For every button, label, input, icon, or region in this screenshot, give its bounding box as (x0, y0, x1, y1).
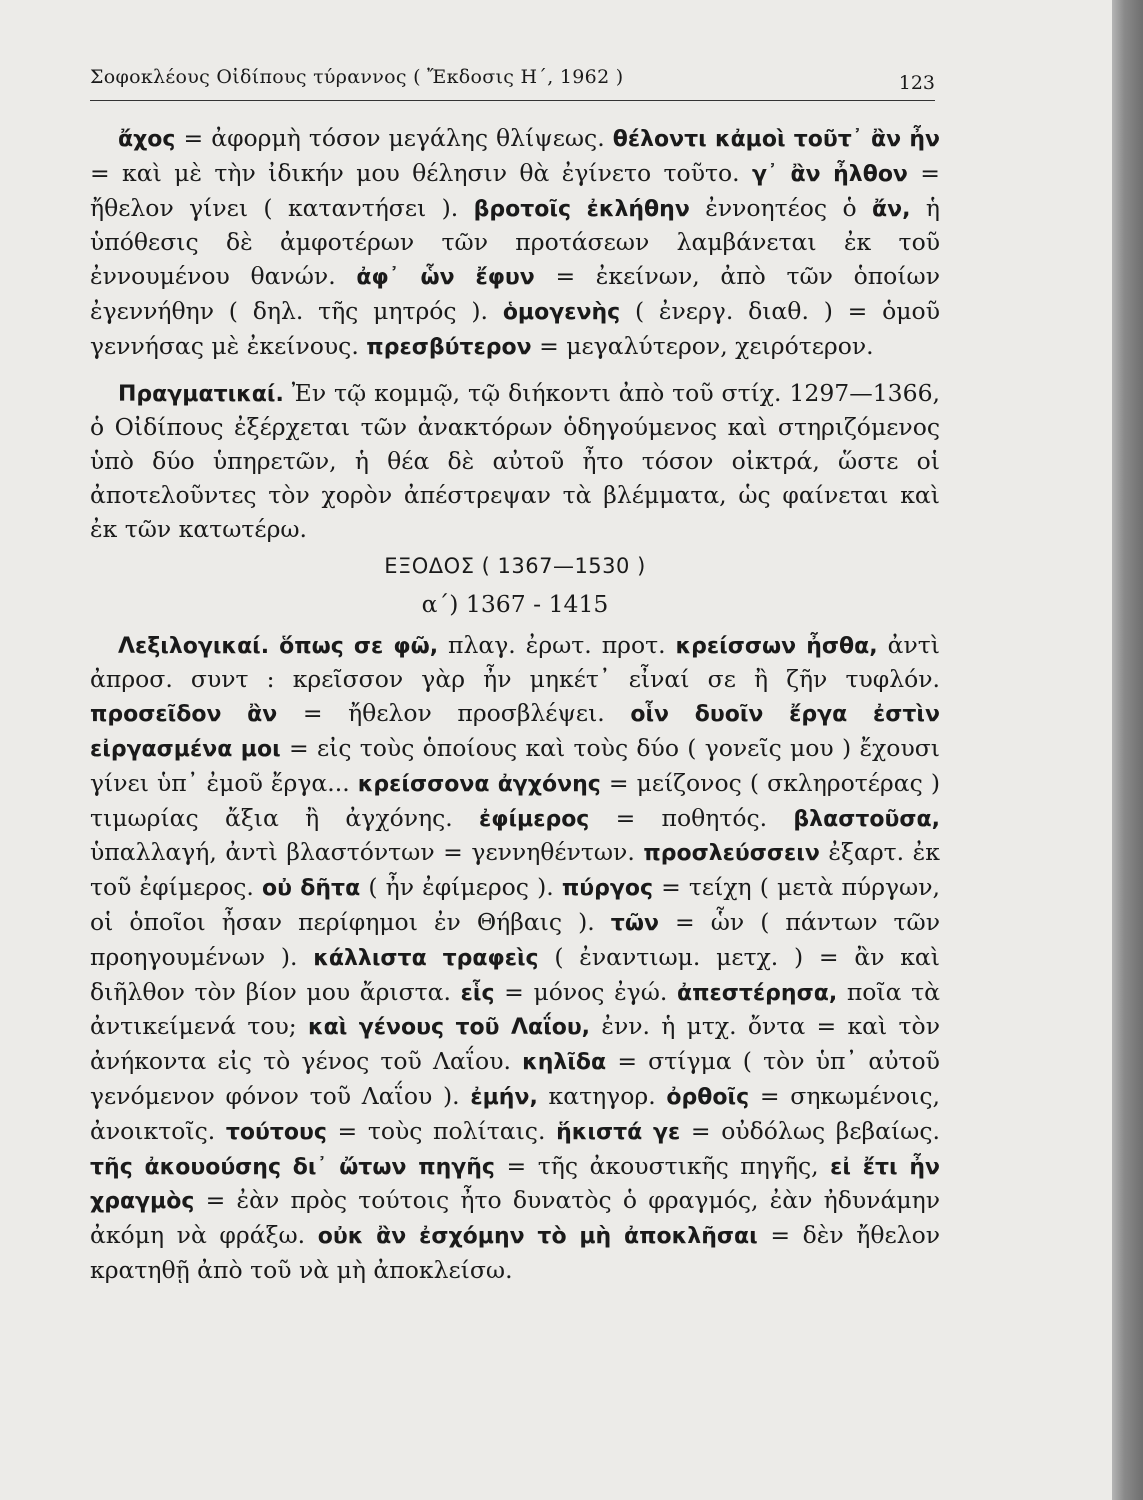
page-body (90, 122, 940, 1288)
gloss: = σηκωμένοις, ἀνοικτοῖς. (90, 1081, 940, 1145)
gloss: ὑπαλλαγή, ἀντὶ βλαστόντων = γεννηθέντων. (90, 838, 635, 867)
page-edge-shadow (1112, 0, 1143, 1500)
lemma: κηλῖδα (522, 1050, 607, 1076)
lemma: ἄν, (872, 196, 911, 222)
paragraph-text: Ἐν τῷ κομμῷ, τῷ διήκοντι ἀπὸ τοῦ στίχ. 1297—1366, ὁ Οἰδίπους ἐξέρχεται τῶν ἀνακτόρων ὁδηγούμενος καὶ στηριζόμενος ὑπὸ δύο ὑπηρετῶν, ἡ θέα δὲ αὐτοῦ ἦτο τόσον οἰκτρά, ὥστε οἱ ἀποτελοῦντες τὸν χορὸν ἀπέστρεψαν τὰ βλέμματα, ὡς φαίνεται καὶ ἐκ τῶν κατωτέρω. (90, 378, 940, 543)
gloss: = ἤθελον προσβλέψει. (302, 699, 605, 728)
gloss: = στίγμα ( τὸν ὑπ᾽ αὐτοῦ γενόμενον φόνον τοῦ Λαΐου ). (90, 1047, 940, 1110)
gloss: = μεγαλύτερον, χειρότερον. (539, 331, 874, 360)
gloss: ποῖα τὰ ἀντικείμενά του; (90, 977, 940, 1041)
commentary-paragraph-2 (90, 377, 940, 547)
gloss: = ἀφορμὴ τόσον μεγάλης θλίψεως. (183, 124, 605, 152)
gloss: κατηγορ. (548, 1081, 656, 1110)
section-label: Λεξιλογικαί. (118, 633, 270, 659)
gloss: = τῆς ἀκουστικῆς πηγῆς, (506, 1151, 819, 1180)
lemma: οὐ δῆτα (262, 876, 361, 902)
section-title: ΕΞΟΔΟΣ ( 1367—1530 ) (384, 553, 646, 578)
lemma: ἀπεστέρησα, (677, 980, 838, 1006)
gloss: = μείζονος ( σκληροτέρας ) τιμωρίας ἄξια ἢ ἀγχόνης. (90, 768, 940, 832)
gloss: = δὲν ἤθελον κρατηθῇ ἀπὸ τοῦ νὰ μὴ ἀποκλείσω. (90, 1221, 941, 1284)
lemma: τούτους (225, 1119, 327, 1145)
page-number: 123 (898, 72, 935, 94)
gloss: = καὶ μὲ τὴν ἰδικήν μου θέλησιν θὰ ἐγίνετο τοῦτο. (90, 158, 740, 187)
gloss: ( ἐνεργ. διαθ. ) = ὁμοῦ γεννήσας μὲ ἐκείνους. (90, 296, 940, 360)
gloss: = ὧν ( πάντων τῶν προηγουμένων ). (90, 907, 940, 971)
lemma: ἐφίμερος (478, 806, 590, 832)
gloss: ἐννοητέος ὁ (705, 193, 857, 222)
gloss: = ἤθελον γίνει ( καταντήσει ). (90, 158, 940, 222)
lemma: προσεῖδον ἂν (90, 702, 278, 728)
lemma: προσλεύσσειν (643, 841, 820, 867)
lemma: βροτοῖς ἐκλήθην (473, 196, 690, 222)
header-title: Σοφοκλέους Οἰδίπους τύραννος ( Ἔκδοσις Η΄, 1962 ) (90, 66, 624, 88)
gloss: = τοὺς πολίταις. (337, 1116, 546, 1145)
lemma: πύργος (561, 876, 653, 902)
lemma: εἰ ἔτι ἦν χραγμὸς (90, 1154, 940, 1215)
lemma: ἐμήν, (470, 1084, 538, 1110)
lemma: καὶ γένους τοῦ Λαΐου, (308, 1015, 591, 1041)
lemma: ὀρθοῖς (666, 1084, 750, 1110)
lemma: εἷς (460, 980, 495, 1006)
lemma: τῶν (610, 910, 659, 936)
lemma: θέλοντι κἀμοὶ τοῦτ᾽ ἂν ἦν (612, 127, 940, 152)
lemma: οὐκ ἂν ἐσχόμην τὸ μὴ ἀποκλῆσαι (317, 1224, 758, 1250)
section-label: Πραγματικαί. (118, 381, 284, 407)
lemma: κρείσσονα ἀγχόνης (357, 771, 601, 797)
lemma: οἷν δυοῖν ἔργα ἐστὶν εἰργασμένα μοι (90, 702, 940, 762)
lemma: ὅπως σε φῶ, (279, 633, 439, 659)
lemma: βλαστοῦσα, (793, 806, 940, 832)
gloss: ( ἐναντιωμ. μετχ. ) = ἂν καὶ διῆλθον τὸν βίον μου ἄριστα. (90, 942, 940, 1006)
gloss: = οὐδόλως βεβαίως. (690, 1116, 940, 1145)
gloss: ἡ ὑπόθεσις δὲ ἀμφοτέρων τῶν προτάσεων λαμβάνεται ἐκ τοῦ ἐννουμένου θανών. (90, 193, 940, 291)
lemma: γ᾽ ἂν ἦλθον (751, 161, 908, 187)
gloss: = εἰς τοὺς ὁποίους καὶ τοὺς δύο ( γονεῖς μου ) ἔχουσι γίνει ὑπ᾽ ἐμοῦ ἔργα... (90, 733, 940, 797)
running-header (90, 66, 935, 101)
gloss: = τείχη ( μετὰ πύργων, οἱ ὁποῖοι ἦσαν περίφημοι ἐν Θήβαις ). (90, 873, 940, 936)
lemma: ἥκιστά γε (556, 1119, 681, 1145)
subsection-title: α΄) 1367 - 1415 (421, 589, 609, 618)
lemma: ἀφ᾽ ὧν ἔφυν (356, 265, 535, 291)
gloss: = μόνος ἐγώ. (504, 977, 668, 1006)
gloss: ἐξαρτ. ἐκ τοῦ ἐφίμερος. (90, 838, 940, 902)
commentary-paragraph-1 (90, 122, 940, 365)
gloss: = ἐὰν πρὸς τούτοις ἦτο δυνατὸς ὁ φραγμός, ἐὰν ἠδυνάμην ἀκόμη νὰ φράξω. (90, 1186, 940, 1250)
gloss: πλαγ. ἐρωτ. προτ. (448, 630, 666, 659)
lemma: τῆς ἀκουούσης δι᾽ ὤτων πηγῆς (90, 1154, 495, 1180)
gloss: ἐνν. ἡ μτχ. ὄντα = καὶ τὸν ἀνήκοντα εἰς τὸ γένος τοῦ Λαΐου. (90, 1012, 940, 1076)
gloss: ἀντὶ ἀπροσ. συντ : κρεῖσσον γὰρ ἦν μηκέτ᾽ εἶναί σε ἢ ζῆν τυφλόν. (90, 630, 940, 694)
lemma: κάλλιστα τραφεὶς (313, 945, 539, 971)
lemma: ἄχος (118, 127, 176, 152)
commentary-paragraph-3 (90, 629, 940, 1288)
lemma: κρείσσων ἦσθα, (675, 633, 878, 659)
lemma: πρεσβύτερον (366, 334, 532, 360)
gloss: = ἐκείνων, ἀπὸ τῶν ὁποίων ἐγεννήθην ( δηλ. τῆς μητρός ). (90, 262, 940, 325)
gloss: ( ἦν ἐφίμερος ). (368, 873, 554, 902)
gloss: = ποθητός. (615, 803, 768, 832)
lemma: ὁμογενὴς (502, 299, 621, 325)
